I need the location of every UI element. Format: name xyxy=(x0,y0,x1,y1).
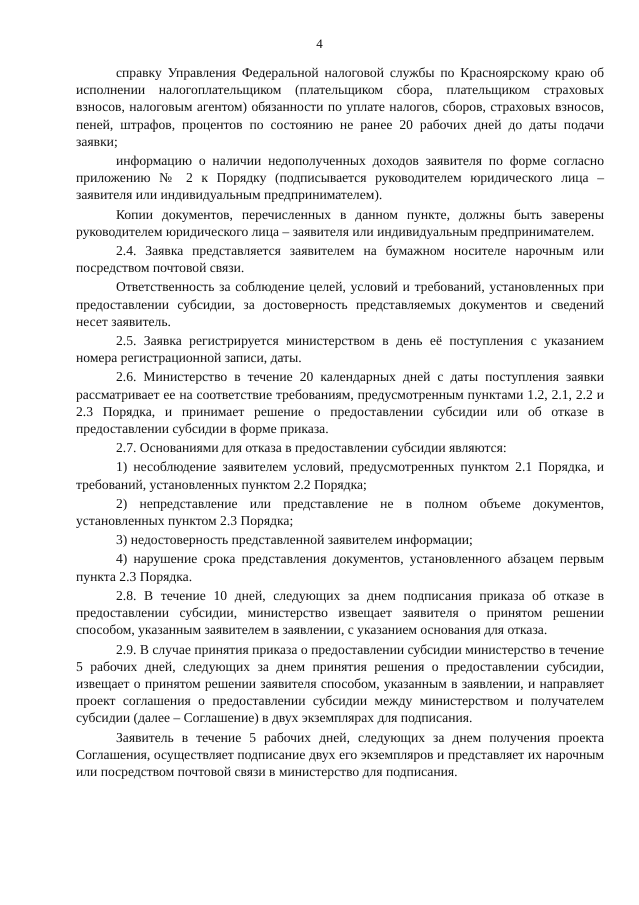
paragraph-2-6: 2.6. Министерство в течение 20 календарных дней с даты поступления заявки рассматривает ее на соответствие требованиям, предусмотренным пунктами 1.2, 2.1, 2.2 и 2.3 Порядка, и принимает решение о предоставлении субсидии или об отказе в предоставлении субсидии в форме приказа. xyxy=(76,369,604,437)
paragraph-document-copies: Копии документов, перечисленных в данном пункте, должны быть заверены руководителем юридического лица – заявителя или индивидуальным предпринимателем. xyxy=(76,206,604,239)
paragraph-2-5: 2.5. Заявка регистрируется министерством в день её поступления с указанием номера регистрационной записи, даты. xyxy=(76,333,604,366)
document-body xyxy=(76,64,604,780)
paragraph-agreement-signing: Заявитель в течение 5 рабочих дней, следующих за днем получения проекта Соглашения, осуществляет подписание двух его экземпляров и представляет их нарочным или посредством почтовой связи в министерство для подписания. xyxy=(76,729,604,779)
paragraph-2-9: 2.9. В случае принятия приказа о предоставлении субсидии министерство в течение 5 рабочих дней, следующих за днем принятия решения о предоставлении субсидии, извещает о принятом решении заявителя способом, указанным в заявлении, и направляет проект соглашения о предоставлении субсидии между министерством и получателем субсидии (далее – Соглашение) в двух экземплярах для подписания. xyxy=(76,641,604,726)
list-item-refusal-4: 4) нарушение срока представления документов, установленного абзацем первым пункта 2.3 Порядка. xyxy=(76,551,604,584)
paragraph-lost-income-info: информацию о наличии недополученных доходов заявителя по форме согласно приложению № 2 к Порядку (подписывается руководителем юридического лица – заявителя или индивидуальным предпринимателем). xyxy=(76,153,604,203)
list-item-refusal-3: 3) недостоверность представленной заявителем информации; xyxy=(116,532,473,548)
paragraph-tax-certificate: справку Управления Федеральной налоговой службы по Красноярскому краю об исполнении налогоплательщиком (плательщиком сбора, плательщиком страховых взносов, налоговым агентом) обязанности по уплате налогов, сборов, страховых взносов, пеней, штрафов, процентов по состоянию не ранее 20 рабочих дней до даты подачи заявки; xyxy=(76,65,604,149)
paragraph-responsibility: Ответственность за соблюдение целей, условий и требований, установленных при предоставлении субсидии, за достоверность представляемых документов и сведений несет заявитель. xyxy=(76,279,604,329)
paragraph-2-7: 2.7. Основаниями для отказа в предоставлении субсидии являются: xyxy=(116,440,507,456)
page-number: 4 xyxy=(316,36,323,51)
list-item-refusal-2: 2) непредставление или представление не в полном объеме документов, установленных пунктом 2.3 Порядка; xyxy=(76,495,604,529)
paragraph-2-8: 2.8. В течение 10 дней, следующих за днем подписания приказа об отказе в предоставлении субсидии, министерство извещает заявителя о принятом решении способом, указанным заявителем в заявлении, с указанием основания для отказа. xyxy=(76,587,604,638)
list-item-refusal-1: 1) несоблюдение заявителем условий, предусмотренных пунктом 2.1 Порядка, и требований, установленных пунктом 2.2 Порядка; xyxy=(76,459,604,492)
paragraph-2-4: 2.4. Заявка представляется заявителем на бумажном носителе нарочным или посредством почтовой связи. xyxy=(76,243,604,276)
